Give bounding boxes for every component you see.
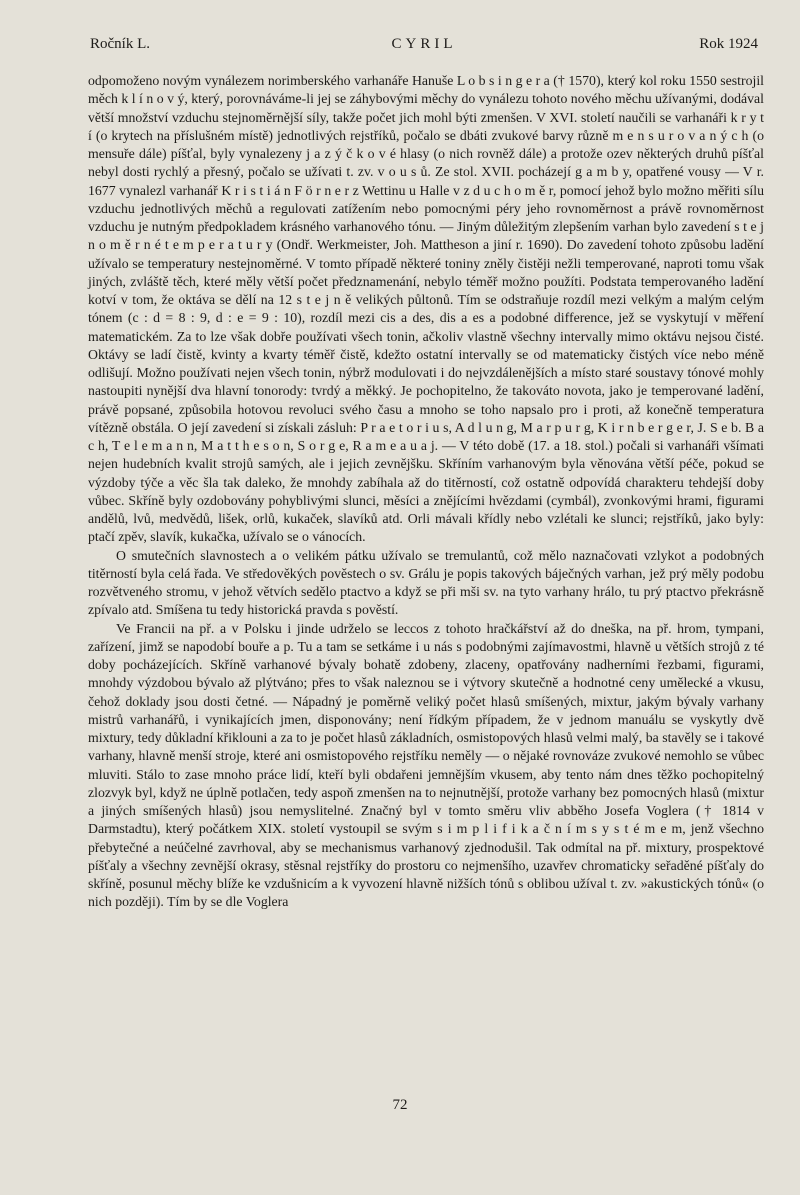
header-volume: Ročník L. [90,36,150,52]
page-number: 72 [392,1097,408,1113]
paragraph-france: Ve Francii na př. a v Polsku i jinde udrželo se leccos z tohoto hračkářství až do dneška, na př. hrom, tympani, zařízení, jimž se napodobí bouře a p. Tu a tam se setkáme i u nás s podobnými zajímavostmi, hlavně u větších strojů z té doby pocházejících. Skříně varhanové bývaly bohatě zdobeny, zlaceny, opatřovány nadherními řezbami, figurami, mnohdy výzdobou bývalo až plýtváno; přes to však naleznou se i výtvory skutečně a hodnotné ceny umělecké a vkusu, čehož doklady jsou dosti četné. — Nápadný je poměrně veliký počet hlasů smíšených, mixtur, jakým bývaly varhany mistrů varhanářů, i vynikajících jmen, disponovány; není řídkým případem, že v jednom manuálu se vyskytly dvě mixtury, tedy důkladní křiklouni a za to je počet hlasů základních, osmistopových hlasů velmi malý, ba stavěly se i takové varhany, hlavně menší stroje, které ani osmistopového rejstříku neměly — o nějaké rovnováze zvukové nemohlo se vůbec mluviti. Stálo to zase mnoho práce lidí, kteří byli obdařeni jemnějším vkusem, aby tento nám dnes těžko pochopitelný zlozvyk byl, když ne úplně potlačen, tedy aspoň zmenšen na to nejnutnější, protože varhany bez pomocných hlasů (mixtur a jiných smíšených hlasů) jsou nemyslitelné. Značný byl v tomto směru vliv abběho Josefa Voglera († 1814 v Darmstadtu), který počátkem XIX. století vystoupil se svým s i m p l i f i k a č n í m s y s t é m e m, jenž všechno přebytečné a neúčelné zavrhoval, aby se mechanismus varhanový zjednodušil. Tak odmítal na př. mixtury, prospektové píšťaly a všechny zevnější okrasy, stěsnal rejstříky do prostoru co nejmenšího, uzavřev chromaticky seřaděné píšťaly do skříně, posunul měchy blíže ke vzdušnicím a k vyvození hlavně nižších tónů s oblibou užíval t. zv. »akustických tónů« (o nich později). Tím by se dle Voglera [88,620,764,910]
header-year: Rok 1924 [699,36,758,52]
running-header [90,36,758,58]
body-text [88,72,764,912]
paragraph-funeral: O smutečních slavnostech a o velikém pátku užívalo se tremulantů, což mělo naznačovati vzlykot a podobných titěrností byla celá řada. Ve středověkých pověstech o sv. Grálu je popis takových báječných varhan, jež prý měly podobu rozvětveného stromu, v jehož větvích sedělo ptactvo a když se při mši sv. na tyto varhany hrálo, tu prý ptactvo překrásně zpívalo atd. Smíšena tu tedy historická pravda s pověstí. [88,547,764,618]
header-journal-title: CYRIL [391,36,457,52]
paragraph-continued: odpomoženo novým vynálezem norimberského varhanáře Hanuše L o b s i n g e r a († 1570), který kol roku 1550 sestrojil měch k l í n o v ý, který, porovnáváme-li jej se záhybovými měchy do vynálezu tohoto nového měchu užívanými, dodával větší množství vzduchu stejnoměrnější síly, takže počet jich mohl býti zmenšen. V XVI. století naučili se varhanáři k r y t í (o krytech na příslušném místě) jednotlivých rejstříků, počalo se dbáti zvukové barvy různě m e n s u r o v a n ý c h (o mensuře dále) píšťal, byly vynalezeny j a z ý č k o v é hlasy (o nich rovněž dále) a protože ozev některých druhů píšťal nebyl dosti rychlý a přesný, počalo se užívati t. zv. v o u s ů. Ze stol. XVII. pocházejí g a m b y, opatřené vousy — V r. 1677 vynalezl varhanář K r i s t i á n F ö r n e r z Wettinu u Halle v z d u c h o m ě r, pomocí jehož bylo možno měřiti sílu vzduchu jednotlivých měchů a regulovati zatížením nebo pomocnými péry jeho rovnoměrnost a právě rovnoměrnost vzduchu je nutným předpokladem krásného varhanového tónu. — Jiným důležitým zlepšením varhan bylo zavedení s t e j n o m ě r n é t e m p e r a t u r y (Ondř. Werkmeister, Joh. Mattheson a jiní r. 1690). Do zavedení tohoto způsobu ladění užívalo se temperatury nestejnoměrné. V tomto případě některé toniny zněly čistěji nežli temperované, naproti tomu však jiných, zvláště těch, které měly větší počet předznamenání, nebylo téměř možno použíti. Podstata temperovaného ladění kotví v tom, že oktáva se dělí na 12 s t e j n ě velikých půltonů. Tím se odstraňuje rozdíl mezi velkým a malým celým tónem (c : d = 8 : 9, d : e = 9 : 10), rozdíl mezi cis a des, dis a es a podobné difference, jež se vyskytují v měření matematickém. Za to lze však dobře používati všech tonin, ačkoliv vlastně všechny intervally mimo oktávu nejsou čisté. Oktávy se ladí čistě, kvinty a kvarty téměř čistě, kdežto ostatní intervally se od matematicky čistých více nebo méně odlišují. Možno používati nejen všech tonin, nýbrž modulovati i do nejvzdálenějších a místo staré soustavy tónové mohly nastoupiti nynější dva hlavní tonorody: tvrdý a měkký. Je pochopitelno, že takováto novota, jako je temperované ladění, právě popsané, způsobila hotovou revoluci svého času a mnoho se toho napsalo pro i proti, až konečně temperatura vítězně obstála. O její zavedení si získali zásluh: P r a e t o r i u s, A d l u n g, M a r p u r g, K i r n b e r g e r, J. S e b. B a c h, T e l e m a n n, M a t t h e s o n, S o r g e, R a m e a u a j. — V této době (17. a 18. stol.) počali si varhanáři všímati nejen hudebních kvalit strojů samých, ale i jejich zevnějšku. Skříním varhanovým byla věnována větší péče, pokud se výzdoby týče a věc šla tak daleko, že mnohdy zabíhala až do titěrností, což ostatně odpovídá charakteru tehdejší doby vůbec. Skříně byly ozdobovány pohyblivými slunci, měsíci a znějícími hvězdami (cymbál), zvonkovými hrami, figurami andělů, lvů, medvědů, lišek, orlů, kukaček, slavíků atd. Orli mávali křídly nebo vzlétali ke slunci; rejstříků, jako byly: ptačí zpěv, slavík, kukačka, užívalo se o vánocích. [88,73,764,545]
